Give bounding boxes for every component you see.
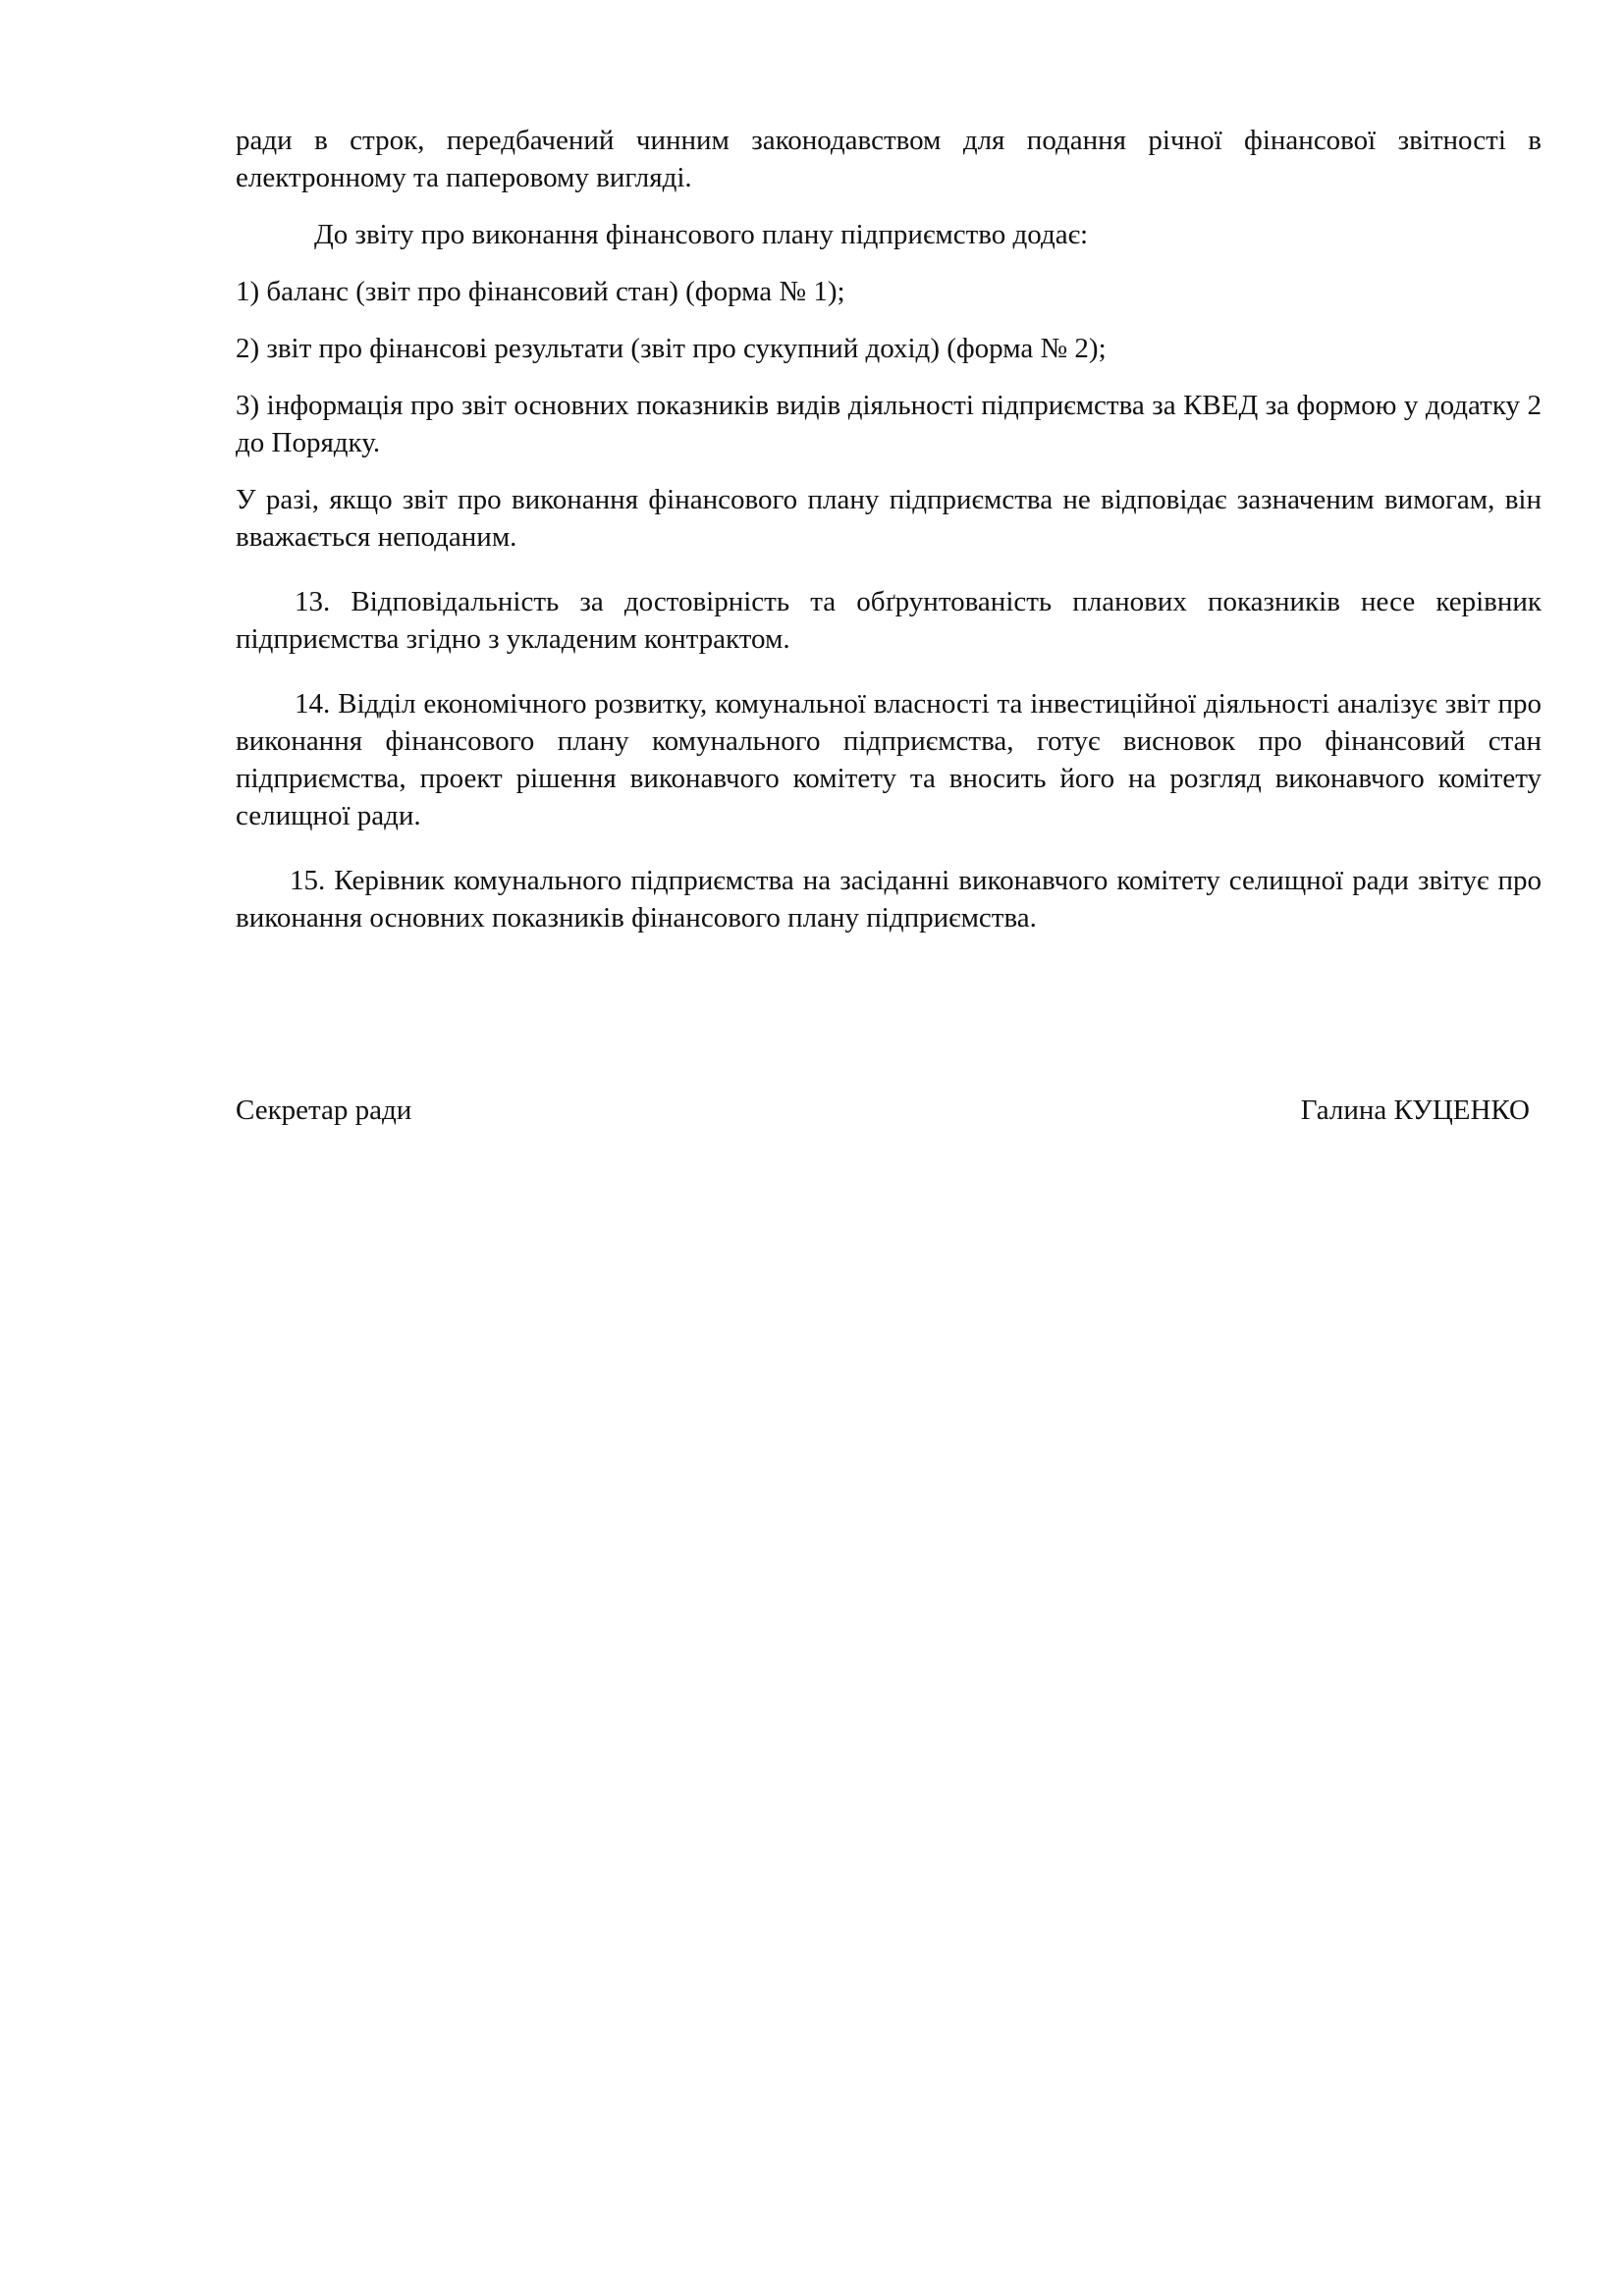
signature-block xyxy=(236,1092,1530,1129)
paragraph-noncompliance: У разі, якщо звіт про виконання фінансового плану підприємства не відповідає зазначеним вимогам, він вважається неподаним. xyxy=(236,484,1542,553)
list-item-kved-info: 3) інформація про звіт основних показників видів діяльності підприємства за КВЕД за формою у додатку 2 до Порядку. xyxy=(236,390,1542,458)
signature-position: Секретар ради xyxy=(236,1095,412,1126)
paragraph-attachments-intro: До звіту про виконання фінансового плану підприємство додає: xyxy=(314,219,1089,250)
signature-name: Галина КУЦЕНКО xyxy=(1300,1095,1530,1126)
paragraph-item-15: 15. Керівник комунального підприємства на засіданні виконавчого комітету селищної ради звітує про виконання основних показників фінансового плану підприємства. xyxy=(236,865,1542,934)
paragraph-item-14: 14. Відділ економічного розвитку, комунальної власності та інвестиційної діяльності аналізує звіт про виконання фінансового плану комунального підприємства, готує висновок про фінансовий стан підприємства, проект рішення виконавчого комітету та вносить його на розгляд виконавчого комітету селищної ради. xyxy=(236,688,1542,831)
list-item-financial-results: 2) звіт про фінансові результати (звіт про сукупний дохід) (форма № 2); xyxy=(236,333,1107,364)
paragraph-continuation: ради в строк, передбачений чинним законодавством для подання річної фінансової звітності в електронному та паперовому вигляді. xyxy=(236,125,1542,193)
document-body xyxy=(236,122,1542,936)
list-item-balance: 1) баланс (звіт про фінансовий стан) (форма № 1); xyxy=(236,276,845,307)
paragraph-item-13: 13. Відповідальність за достовірність та обґрунтованість планових показників несе керівник підприємства згідно з укладеним контрактом. xyxy=(236,586,1542,655)
